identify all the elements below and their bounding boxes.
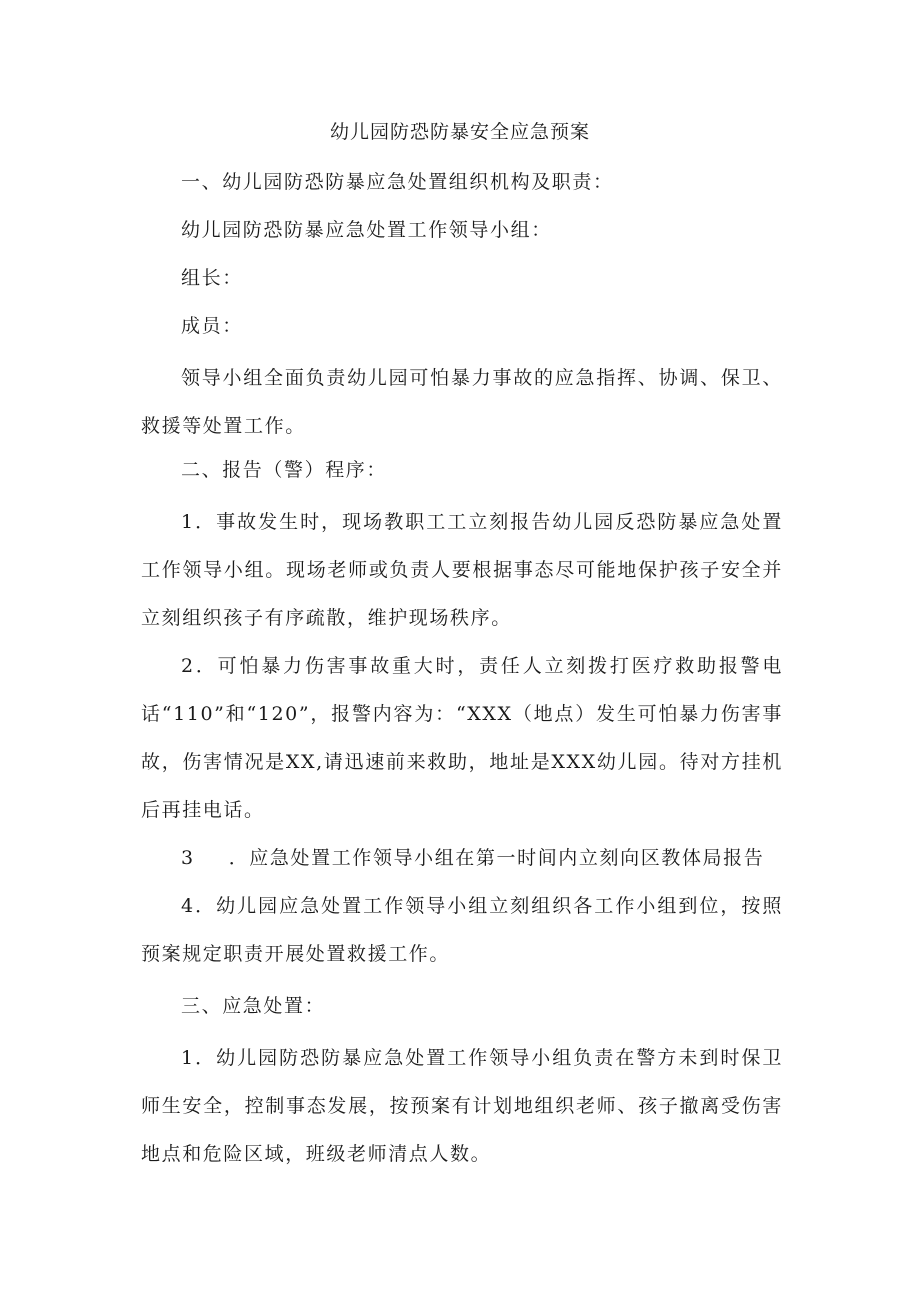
report-item-4: 4．幼儿园应急处置工作领导小组立刻组织各工作小组到位，按照预案规定职责开展处置救援工作。 bbox=[141, 895, 783, 965]
report-item-3 bbox=[181, 844, 764, 872]
leader-group-line: 幼儿园防恐防暴应急处置工作领导小组： bbox=[181, 219, 552, 241]
report-item-2: 2．可怕暴力伤害事故重大时，责任人立刻拨打医疗救助报警电话“110”和“120”，报警内容为：“XXX（地点）发生可怕暴力伤害事故，伤害情况是XX,请迅速前来救助，地址是XXX幼儿园。待对方挂机后再挂电话。 bbox=[141, 655, 783, 821]
document-title: 幼儿园防恐防暴安全应急预案 bbox=[329, 121, 590, 143]
leader-line: 组长： bbox=[181, 267, 243, 289]
section-2-heading: 二、报告（警）程序： bbox=[181, 459, 388, 481]
report-item-3-number: 3 bbox=[181, 847, 195, 869]
report-item-1: 1．事故发生时，现场教职工工立刻报告幼儿园反恐防暴应急处置工作领导小组。现场老师或负责人要根据事态尽可能地保护孩子安全并立刻组织孩子有序疏散，维护现场秩序。 bbox=[141, 511, 783, 629]
section-3-heading: 三、应急处置： bbox=[181, 995, 326, 1017]
section-1-heading: 一、幼儿园防恐防暴应急处置组织机构及职责： bbox=[181, 171, 614, 193]
group-duty-paragraph: 领导小组全面负责幼儿园可怕暴力事故的应急指挥、协调、保卫、救援等处置工作。 bbox=[141, 367, 783, 437]
report-item-3-text: ．应急处置工作领导小组在第一时间内立刻向区教体局报告 bbox=[228, 847, 765, 869]
members-line: 成员： bbox=[181, 315, 243, 337]
emergency-item-1: 1．幼儿园防恐防暴应急处置工作领导小组负责在警方未到时保卫师生安全，控制事态发展，按预案有计划地组织老师、孩子撤离受伤害地点和危险区域，班级老师清点人数。 bbox=[141, 1047, 783, 1165]
